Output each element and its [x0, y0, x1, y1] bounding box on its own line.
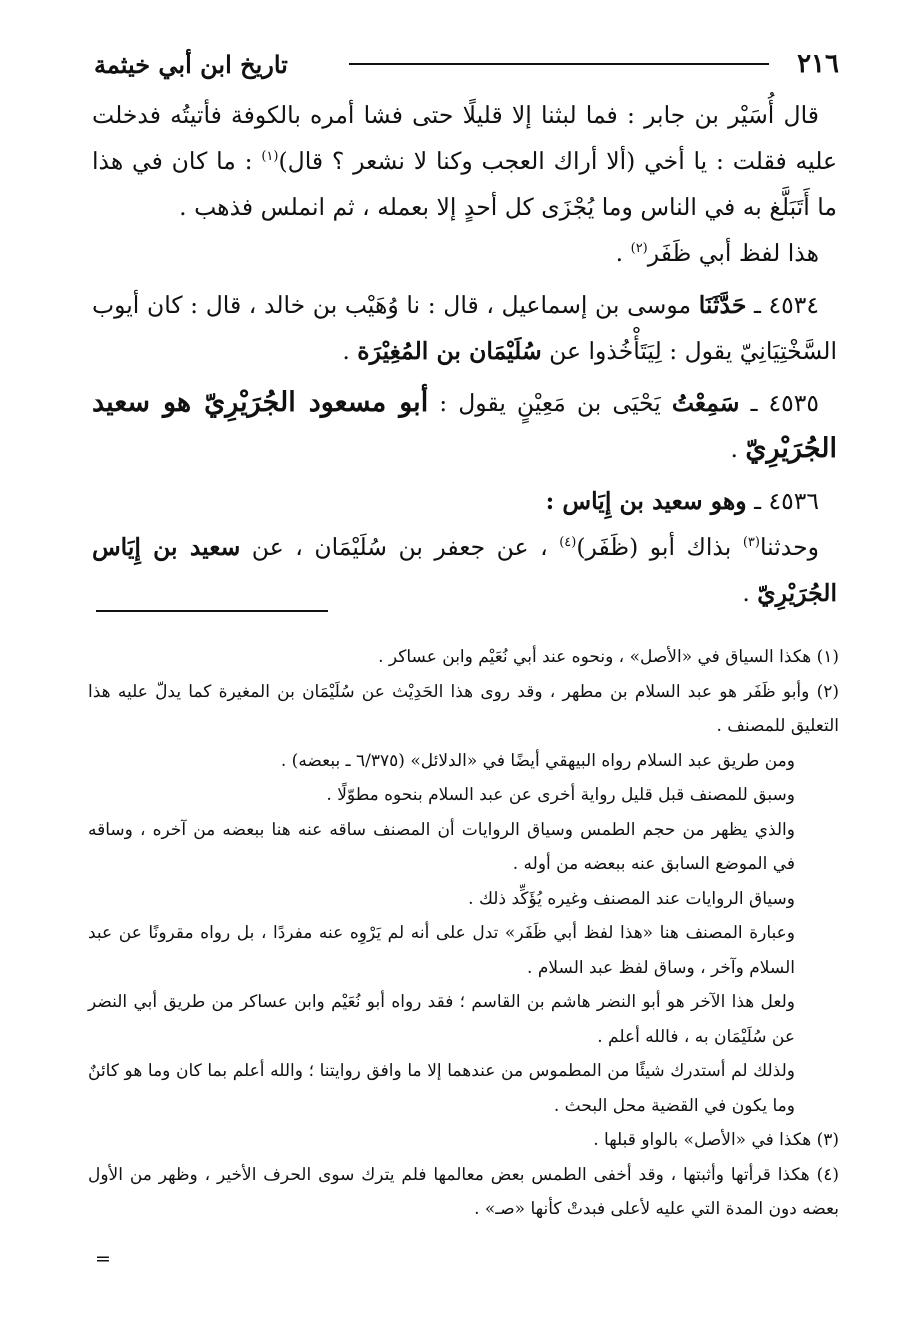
footnote-2-paragraph: والذي يظهر من حجم الطمس وسياق الروايات أن المصنف ساقه عنه هنا ببعضه من آخره ، وساقه في الموضع السابق عنه ببعضه من أوله . [88, 819, 795, 874]
footnote-1: (١) هكذا السياق في «الأصل» ، ونحوه عند أبي نُعَيْم وابن عساكر . [378, 647, 839, 667]
footnote-marker-1: (١) [261, 149, 279, 165]
paragraph-usayr [92, 92, 837, 230]
narrator-name: سُلَيْمَان بن المُغِيْرَة [357, 337, 542, 365]
paragraph-lafz [92, 230, 837, 276]
text-segment: يَحْيَى بن مَعِيْنٍ يقول : [428, 389, 672, 417]
continuation-mark: = [95, 1248, 111, 1270]
narration-verb: حَدَّثَنَا [698, 291, 747, 319]
footnote-2-paragraph: وسبق للمصنف قبل قليل رواية أخرى عن عبد السلام بنحوه مطوّلًا . [326, 785, 795, 805]
footnote-2-paragraph: ولذلك لم أستدرك شيئًا من المطموس من عندهما إلا ما وافق روايتنا ؛ والله أعلم بما كان وما هو كائنٌ وما يكون في القضية محل البحث . [88, 1061, 795, 1116]
footnote-2-paragraph: وسياق الروايات عند المصنف وغيره يُؤَكِّد ذلك . [468, 888, 795, 909]
footnotes [88, 640, 839, 1227]
text-segment: هذا لفظ أبي ظَفَر [647, 239, 819, 267]
text-segment: . [615, 239, 631, 267]
footnote-2-paragraph: ومن طريق عبد السلام رواه البيهقي أيضًا في «الدلائل» (٦/٣٧٥ ـ ببعضه) . [280, 750, 795, 771]
text-segment: موسى بن إسماعيل ، قال : نا وُهَيْب بن خالد ، قال : كان أيوب السَّخْتِيَانِيّ يقول : لِيَتَأْخُذوا عن [92, 291, 837, 365]
hadith-number: ٤٥٣٦ ـ [746, 487, 819, 515]
hadith-number: ٤٥٣٥ ـ [739, 389, 820, 417]
footnote-4: (٤) هكذا قرأتها وأثبتها ، وقد أخفى الطمس بعض معالمها فلم يترك سوى الحرف الأخير ، وظهر من الأول بعضه دون المدة التي عليه لأعلى فبدتْ كأنها «صـ» . [88, 1164, 839, 1219]
text-segment: . [742, 579, 758, 607]
footnote-marker-4: (٤) [559, 535, 577, 551]
header-rule [349, 63, 769, 65]
text-segment: ، عن جعفر بن سُلَيْمَان ، عن [240, 533, 560, 561]
text-segment: بذاك أبو (ظَفَر) [576, 533, 743, 561]
narrator-name: سعيد بن إِيَاس الجُرَيْرِيّ [92, 533, 837, 607]
footnote-2: (٢) وأبو ظَفَر هو عبد السلام بن مطهر ، وقد روى هذا الحَدِيْث عن سُلَيْمَان بن المغيرة كما يدلّ عليه هذا التعليق للمصنف . [88, 681, 839, 736]
text-segment: قال أُسَيْر بن جابر : فما لبثنا إلا قليلًا حتى فشا أمره بالكوفة فأتيتُه فدخلت عليه فقلت : يا أخي (ألا أراك العجب وكنا لا نشعر ؟ قال) [92, 101, 837, 175]
hadith-4534 [92, 282, 837, 374]
footnote-separator [96, 610, 328, 612]
text-segment: . [730, 435, 746, 463]
footnote-2-paragraph: ولعل هذا الآخر هو أبو النضر هاشم بن القاسم ؛ فقد رواه أبو نُعَيْم وابن عساكر من طريق أبي النضر عن سُلَيْمَان به ، فالله أعلم . [88, 992, 795, 1047]
paragraph-haddathana [92, 524, 837, 616]
text-segment: وحدثنا [759, 533, 819, 561]
text-segment: . [342, 337, 358, 365]
running-title: تاريخ ابن أبي خيثمة [94, 49, 288, 79]
main-text [92, 92, 837, 616]
footnote-marker-2: (٢) [630, 241, 648, 257]
footnote-3: (٣) هكذا في «الأصل» بالواو قبلها . [593, 1130, 839, 1150]
page-header [94, 44, 839, 84]
narration-verb: سَمِعْتُ [671, 389, 740, 417]
footnote-marker-3: (٣) [742, 535, 760, 551]
hadith-4536 [92, 478, 837, 524]
text-segment: : ما كان في هذا ما أَتَبَلَّغ به في الناس وما يُجْزَى كل أحدٍ إلا بعمله ، ثم انملس فذهب . [92, 147, 837, 221]
narrator-name: أبو مسعود الجُرَيْرِيّ هو سعيد الجُرَيْرِيّ [92, 387, 837, 464]
page-number: ٢١٦ [797, 49, 839, 79]
footnote-2-paragraph: وعبارة المصنف هنا «هذا لفظ أبي ظَفَر» تدل على أنه لم يَرْوِه عنه مفردًا ، بل رواه مقرونًا عن عبد السلام وآخر ، وساق لفظ عبد السلام . [88, 923, 795, 978]
hadith-4535 [92, 380, 837, 472]
narrator-name: وهو سعيد بن إِيَاس : [545, 487, 747, 515]
hadith-number: ٤٥٣٤ ـ [746, 291, 819, 319]
